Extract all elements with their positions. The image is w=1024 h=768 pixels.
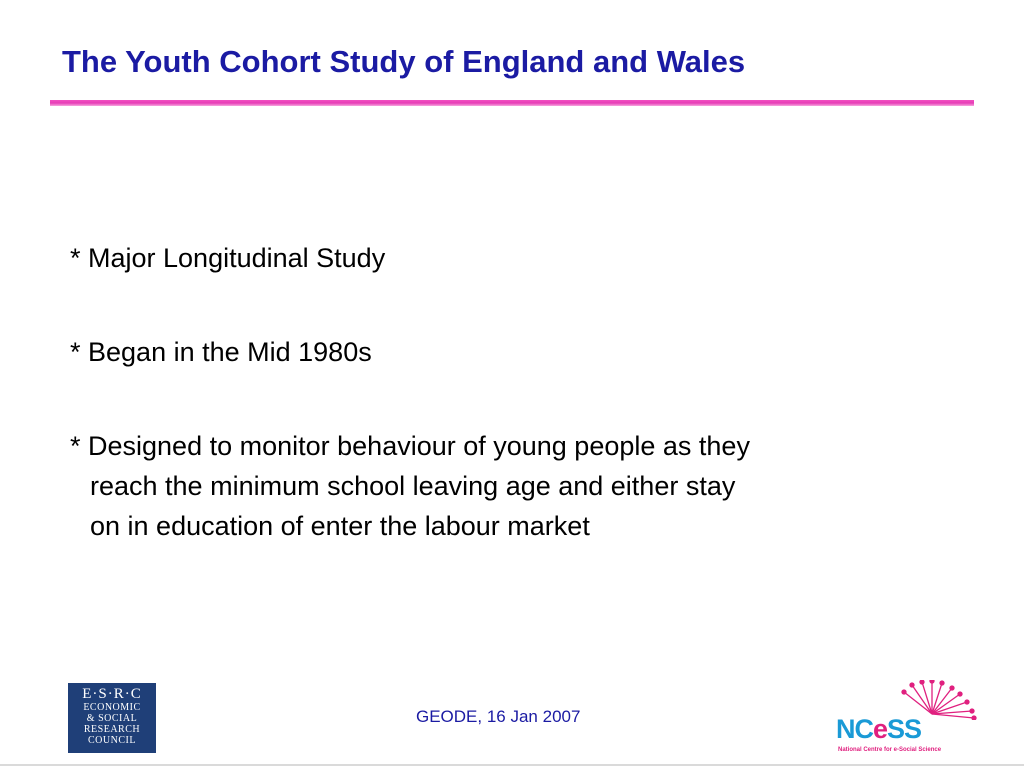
esrc-logo-abbr: E·S·R·C [82,686,142,702]
esrc-logo-line: ECONOMIC [83,702,141,713]
esrc-logo-line: RESEARCH [83,724,141,735]
ncess-wordmark [836,714,921,745]
footer-text: GEODE, 16 Jan 2007 [416,707,581,726]
ncess-tagline: National Centre for e-Social Science [838,747,942,753]
ncess-letter-c: C [854,714,873,744]
ncess-logo [834,680,984,760]
bullet-continuation [70,466,970,546]
esrc-logo-line: COUNCIL [88,735,136,746]
bullet-continuation-line: reach the minimum school leaving age and either stay [90,471,736,501]
bullet-item [70,238,970,278]
bullet-list [70,238,970,546]
ncess-letter-n: N [836,714,855,744]
ncess-letters-ss: SS [887,714,922,744]
title-divider [50,100,974,106]
esrc-logo-line: & SOCIAL [86,713,138,724]
slide-title: The Youth Cohort Study of England and Wales [62,44,746,79]
bullet-text: * Major Longitudinal Study [70,243,386,273]
bullet-item [70,332,970,372]
bullet-continuation-line: on in education of enter the labour market [90,511,590,541]
bullet-text: * Began in the Mid 1980s [70,337,372,367]
ncess-letter-e: e [873,714,888,744]
footer-divider [0,764,1024,766]
bullet-text: * Designed to monitor behaviour of young people as they [70,431,750,461]
esrc-logo [68,683,156,753]
bullet-item [70,426,970,546]
